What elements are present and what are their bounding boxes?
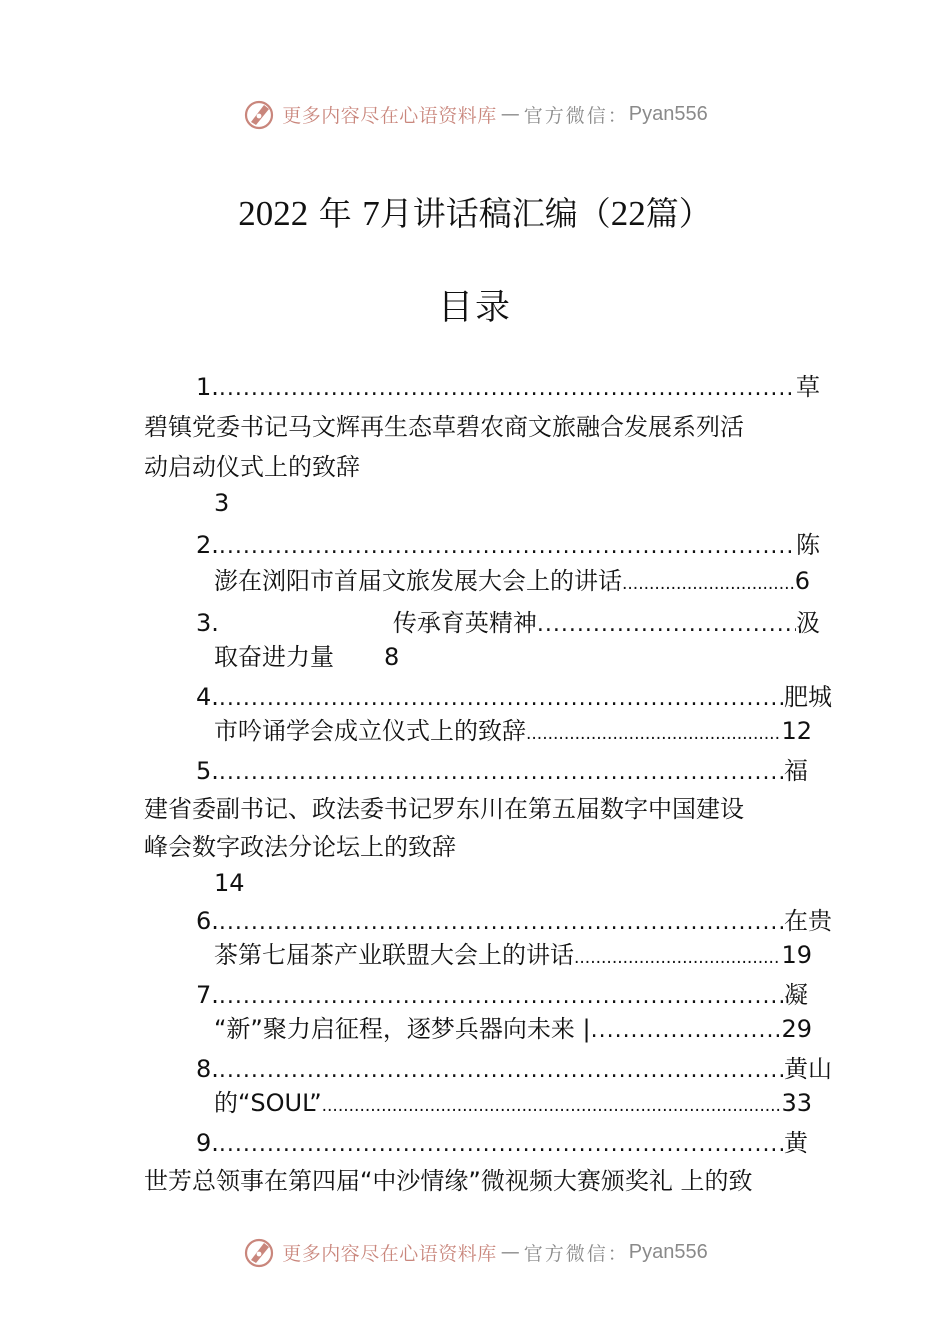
toc-entry-1-line2: 碧镇党委书记马文辉再生态草碧农商文旅融合发展系列活 xyxy=(144,413,744,441)
toc-entry-1-line3: 动启动仪式上的致辞 xyxy=(144,453,360,481)
toc-entry-1[interactable]: 1. ..... 草 xyxy=(196,372,820,404)
toc-entry-9-line2: 世芳总领事在第四届“中沙情缘”微视频大赛颁奖礼 上的致 xyxy=(144,1167,753,1195)
toc-entry-5-line3: 峰会数字政法分论坛上的致辞 xyxy=(144,833,456,861)
toc-entry-7-line2: “新”聚力启征程，逐梦兵器向未来 | ..... 29 xyxy=(214,1014,812,1046)
watermark-brand: 更多内容尽在心语资料库 xyxy=(282,104,497,127)
toc-entry-2[interactable]: 2. ..... 陈 xyxy=(196,530,820,562)
toc-entry-7[interactable]: 7. ..... 凝 xyxy=(196,980,808,1012)
toc-entry-3[interactable]: 3. 传承育英精神 ..... 汲 xyxy=(196,608,820,640)
toc-entry-6[interactable]: 6. ..... 在贵 xyxy=(196,906,832,938)
toc-entry-4-line2: 市吟诵学会成立仪式上的致辞 ..... 12 xyxy=(214,716,812,748)
toc-entry-1-page: 3 xyxy=(214,489,230,517)
toc-entry-5[interactable]: 5. ..... 福 xyxy=(196,756,808,788)
watermark-brand: 更多内容尽在心语资料库 xyxy=(282,1242,497,1265)
toc-entry-8-line2: 的“SOUL” ..... 33 xyxy=(214,1088,812,1120)
toc-entry-3-line2: 取奋进力量 8 xyxy=(214,643,400,671)
toc-entry-8[interactable]: 8. ..... 黄山 xyxy=(196,1054,832,1086)
watermark-separator: — xyxy=(500,1241,520,1263)
watermark-label: 官方微信： xyxy=(523,1242,629,1265)
toc-entry-9[interactable]: 9. ..... 黄 xyxy=(196,1128,808,1160)
toc-heading: 目录 xyxy=(437,288,512,328)
toc-entry-2-line2: 澎在浏阳市首届文旅发展大会上的讲话 ..... 6 xyxy=(214,566,810,598)
watermark-separator: — xyxy=(500,103,520,125)
watermark-footer xyxy=(0,1232,950,1272)
toc-entry-5-page: 14 xyxy=(214,869,245,897)
watermark-label: 官方微信： xyxy=(523,104,629,127)
toc-entry-5-line2: 建省委副书记、政法委书记罗东川在第五届数字中国建设 xyxy=(144,795,744,823)
pen-nib-circle-icon xyxy=(242,1235,276,1269)
pen-nib-circle-icon xyxy=(242,97,276,131)
watermark-account: Pyan556 xyxy=(628,1240,708,1263)
document-title: 2022 年 7月讲话稿汇编（22篇） xyxy=(238,194,712,233)
toc-entry-4[interactable]: 4. ..... 肥城 xyxy=(196,682,832,714)
watermark-header xyxy=(0,94,950,134)
toc-entry-6-line2: 茶第七届茶产业联盟大会上的讲话 ..... 19 xyxy=(214,940,812,972)
watermark-account: Pyan556 xyxy=(628,102,708,125)
